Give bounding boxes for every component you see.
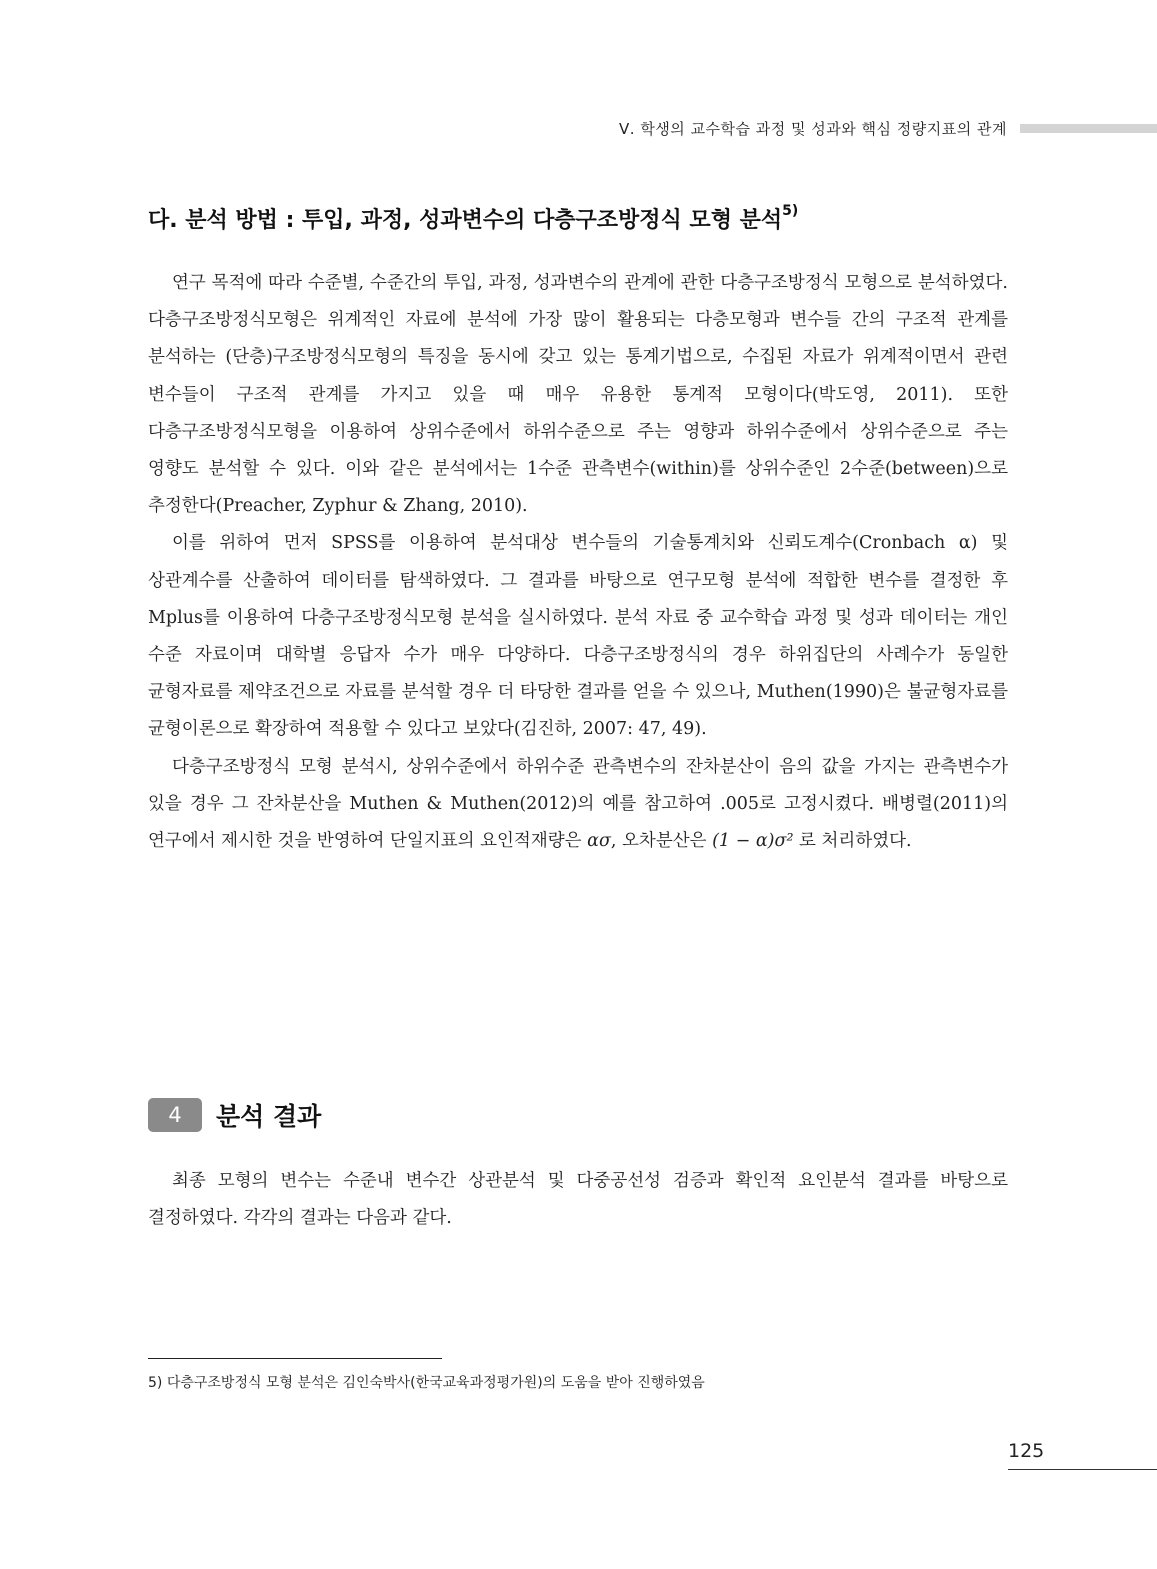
paragraph-3-end: 로 처리하였다. [799, 831, 912, 852]
method-body [148, 265, 1008, 860]
paragraph-3-mid: , 오차분산은 [610, 831, 713, 852]
chapter-title: 분석 결과 [216, 1102, 322, 1131]
page-number-rule [1008, 1469, 1157, 1470]
chapter-heading [148, 1097, 321, 1133]
running-header: Ⅴ. 학생의 교수학습 과정 및 성과와 핵심 정량지표의 관계 [619, 120, 1007, 138]
results-body [148, 1163, 1008, 1237]
header-bar [1020, 124, 1157, 133]
paragraph-3-text: 다층구조방정식 모형 분석시, 상위수준에서 하위수준 관측변수의 잔차분산이 음의 값을 가지는 관측변수가 있을 경우 그 잔차분산을 Muthen & Muthen(2012)의 예를 참고하여 .005로 고정시켰다. 배병렬(2011)의 연구에서 제시한 것을 반영하여 단일지표의 요인적재량은 [148, 756, 1008, 852]
section-title [148, 203, 798, 234]
paragraph-1: 연구 목적에 따라 수준별, 수준간의 투입, 과정, 성과변수의 관계에 관한 다층구조방정식 모형으로 분석하였다. 다층구조방정식모형은 위계적인 자료에 분석에 가장 많이 활용되는 다층모형과 변수들 간의 구조적 관계를 분석하는 (단층)구조방정식모형의 특징을 동시에 갖고 있는 통계기법으로, 수집된 자료가 위계적이면서 관련 변수들이 구조적 관계를 가지고 있을 때 매우 유용한 통계적 모형이다(박도영, 2011). 또한 다층구조방정식모형을 이용하여 상위수준에서 하위수준으로 주는 영향과 하위수준에서 상위수준으로 주는 영향도 분석할 수 있다. 이와 같은 분석에서는 1수준 관측변수(within)를 상위수준인 2수준(between)으로 추정한다(Preacher, Zyphur & Zhang, 2010). [148, 273, 1008, 517]
page-number: 125 [1008, 1440, 1045, 1462]
error-variance-formula: (1 − α)σ² [712, 831, 794, 852]
loading-formula: ασ [587, 831, 611, 852]
chapter-number-badge: 4 [148, 1098, 202, 1132]
footnote-ref: 5) [782, 202, 799, 219]
paragraph-2: 이를 위하여 먼저 SPSS를 이용하여 분석대상 변수들의 기술통계치와 신뢰도계수(Cronbach α) 및 상관계수를 산출하여 데이터를 탐색하였다. 그 결과를 바탕으로 연구모형 분석에 적합한 변수를 결정한 후 Mplus를 이용하여 다층구조방정식모형 분석을 실시하였다. 분석 자료 중 교수학습 과정 및 성과 데이터는 개인 수준 자료이며 대학별 응답자 수가 매우 다양하다. 다층구조방정식의 경우 하위집단의 사례수가 동일한 균형자료를 제약조건으로 자료를 분석할 경우 더 타당한 결과를 얻을 수 있으나, Muthen(1990)은 불균형자료를 균형이론으로 확장하여 적용할 수 있다고 보았다(김진하, 2007: 47, 49). [148, 533, 1008, 740]
footnote-divider [148, 1358, 442, 1359]
paragraph-3 [148, 749, 1008, 861]
section-title-text: 다. 분석 방법 : 투입, 과정, 성과변수의 다층구조방정식 모형 분석 [148, 208, 783, 233]
results-paragraph: 최종 모형의 변수는 수준내 변수간 상관분석 및 다중공선성 검증과 확인적 요인분석 결과를 바탕으로 결정하였다. 각각의 결과는 다음과 같다. [148, 1171, 1008, 1229]
footnote: 5) 다층구조방정식 모형 분석은 김인숙박사(한국교육과정평가원)의 도움을 받아 진행하였음 [148, 1375, 705, 1391]
